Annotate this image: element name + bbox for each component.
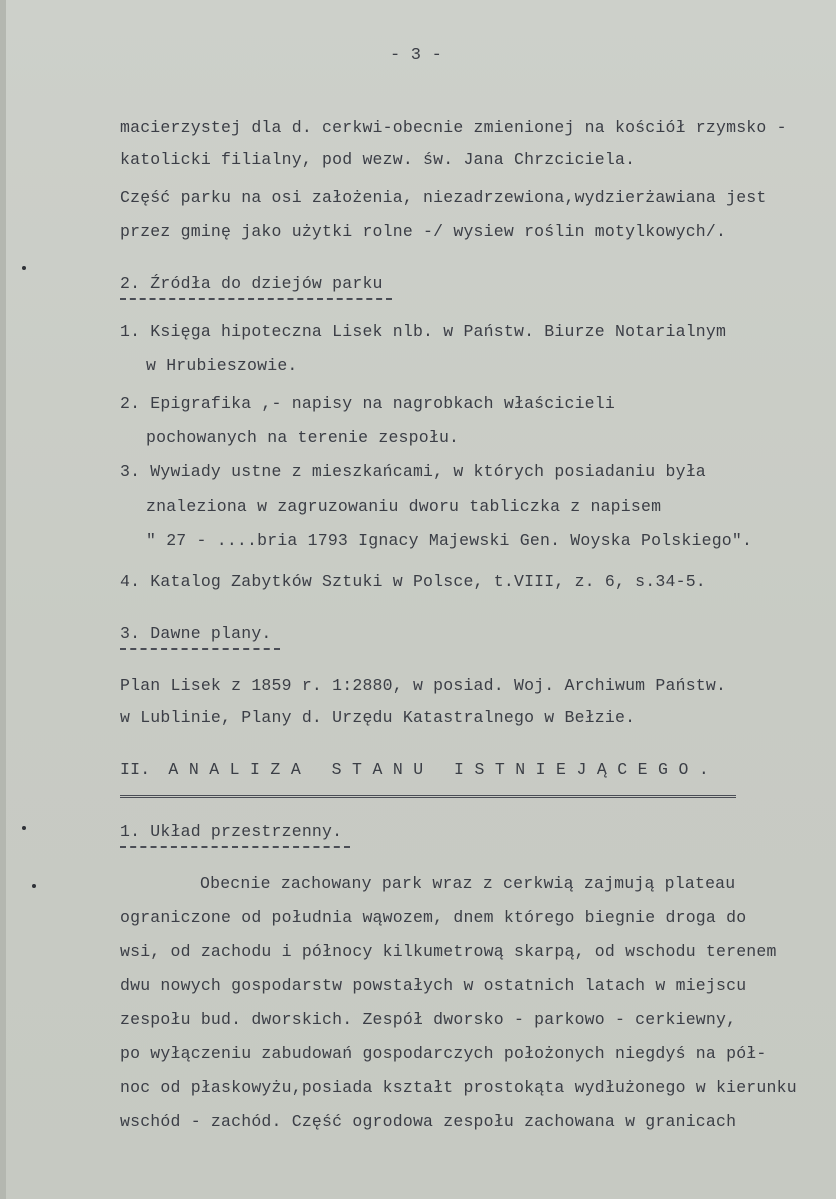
- intro-line: katolicki filialny, pod wezw. św. Jana Chrzciciela.: [120, 150, 636, 169]
- page-number: - 3 -: [390, 46, 443, 65]
- analysis-heading: [120, 760, 719, 779]
- analysis-body-line: po wyłączeniu zabudowań gospodarczych położonych niegdyś na pół-: [120, 1044, 767, 1063]
- plans-heading-underline: [120, 648, 280, 650]
- source-item: znaleziona w zagruzowaniu dworu tabliczka z napisem: [146, 497, 662, 516]
- analysis-body-line: wschód - zachód. Część ogrodowa zespołu zachowana w granicach: [120, 1112, 737, 1131]
- margin-mark: [32, 884, 36, 888]
- analysis-body-line: wsi, od zachodu i północy kilkumetrową skarpą, od wschodu terenem: [120, 942, 777, 961]
- intro-line: macierzystej dla d. cerkwi-obecnie zmienionej na kościół rzymsko -: [120, 118, 787, 137]
- analysis-body-line: zespołu bud. dworskich. Zespół dworsko - parkowo - cerkiewny,: [120, 1010, 737, 1029]
- plans-line: Plan Lisek z 1859 r. 1:2880, w posiad. Woj. Archiwum Państw.: [120, 676, 727, 695]
- analysis-heading-number: II.: [120, 760, 151, 779]
- source-item: pochowanych na terenie zespołu.: [146, 428, 460, 447]
- source-item: 4. Katalog Zabytków Sztuki w Polsce, t.VIII, z. 6, s.34-5.: [120, 572, 706, 591]
- analysis-heading-text: ANALIZA STANU ISTNIEJĄCEGO.: [168, 760, 720, 779]
- plans-heading: 3. Dawne plany.: [120, 624, 272, 643]
- analysis-subheading: 1. Układ przestrzenny.: [120, 822, 343, 841]
- analysis-body-line: dwu nowych gospodarstw powstałych w ostatnich latach w miejscu: [120, 976, 747, 995]
- analysis-body-line: Obecnie zachowany park wraz z cerkwią zajmują plateau: [200, 874, 736, 893]
- analysis-body-line: ograniczone od południa wąwozem, dnem którego biegnie droga do: [120, 908, 747, 927]
- source-item: 1. Księga hipoteczna Lisek nlb. w Państw. Biurze Notarialnym: [120, 322, 727, 341]
- sources-heading: 2. Źródła do dziejów parku: [120, 274, 383, 293]
- margin-mark: [22, 826, 26, 830]
- analysis-heading-underline: [120, 795, 736, 798]
- analysis-subheading-underline: [120, 846, 350, 848]
- intro-line: przez gminę jako użytki rolne -/ wysiew roślin motylkowych/.: [120, 222, 727, 241]
- source-item: 3. Wywiady ustne z mieszkańcami, w których posiadaniu była: [120, 462, 706, 481]
- analysis-body-line: noc od płaskowyżu,posiada kształt prostokąta wydłużonego w kierunku: [120, 1078, 797, 1097]
- page-edge: [0, 0, 6, 1199]
- sources-heading-underline: [120, 298, 392, 300]
- plans-line: w Lublinie, Plany d. Urzędu Katastralnego w Bełzie.: [120, 708, 636, 727]
- intro-line: Część parku na osi założenia, niezadrzewiona,wydzierżawiana jest: [120, 188, 767, 207]
- source-item: 2. Epigrafika ,- napisy na nagrobkach właścicieli: [120, 394, 615, 413]
- margin-mark: [22, 266, 26, 270]
- source-item: " 27 - ....bria 1793 Ignacy Majewski Gen. Woyska Polskiego".: [146, 531, 753, 550]
- source-item: w Hrubieszowie.: [146, 356, 298, 375]
